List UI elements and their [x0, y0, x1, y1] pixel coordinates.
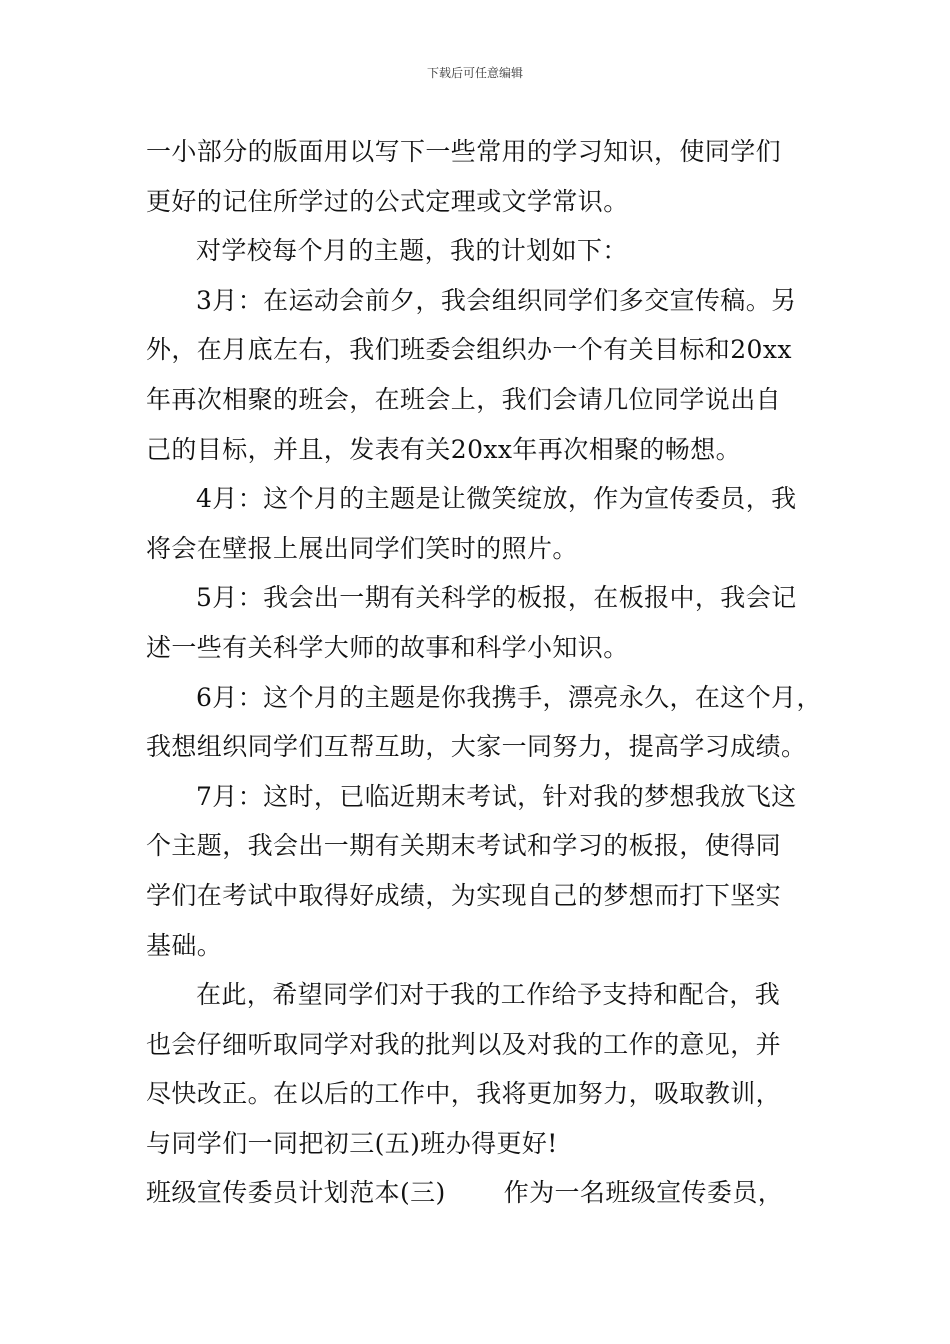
- text-line: 基础。: [146, 930, 223, 960]
- final-line: [146, 1168, 836, 1218]
- text-line: 个主题，我会出一期有关期末考试和学习的板报，使得同: [146, 831, 782, 861]
- section-text: 作为一名班级宣传委员，: [503, 1178, 784, 1208]
- paragraph-start: 6月：这个月的主题是你我携手，漂亮永久，在这个月，: [196, 682, 822, 712]
- text-line: 尽快改正。在以后的工作中，我将更加努力，吸取教训，: [146, 1079, 782, 1109]
- paragraph-start: 4月：这个月的主题是让微笑绽放，作为宣传委员，我: [196, 484, 797, 514]
- text-line: 学们在考试中取得好成绩，为实现自己的梦想而打下坚实: [146, 880, 782, 910]
- text-line: 也会仔细听取同学对我的批判以及对我的工作的意见，并: [146, 1029, 782, 1059]
- text-line: 述一些有关科学大师的故事和科学小知识。: [146, 632, 629, 662]
- section-heading: 班级宣传委员计划范本(三): [146, 1178, 446, 1208]
- text-line: 年再次相聚的班会，在班会上，我们会请几位同学说出自: [146, 384, 782, 414]
- text-line: 外，在月底左右，我们班委会组织办一个有关目标和20xx: [146, 335, 792, 365]
- text-line: 一小部分的版面用以写下一些常用的学习知识，使同学们: [146, 137, 782, 166]
- text-line: 己的目标，并且，发表有关20xx年再次相聚的畅想。: [146, 434, 742, 464]
- text-line: 我想组织同学们互帮互助，大家一同努力，提高学习成绩。: [146, 732, 807, 762]
- paragraph-start: 7月：这时，已临近期末考试，针对我的梦想我放飞这: [196, 781, 797, 811]
- paragraph-start: 5月：我会出一期有关科学的板报，在板报中，我会记: [196, 583, 797, 613]
- paragraph-start: 在此，希望同学们对于我的工作给予支持和配合，我: [196, 980, 781, 1010]
- document-body: [146, 127, 836, 1218]
- text-line: 将会在壁报上展出同学们笑时的照片。: [146, 533, 578, 563]
- text-line: 与同学们一同把初三(五)班办得更好!: [146, 1128, 558, 1158]
- page-header: 下载后可任意编辑: [426, 66, 523, 80]
- paragraph-start: 对学校每个月的主题，我的计划如下：: [196, 236, 628, 266]
- paragraph-start: 3月：在运动会前夕，我会组织同学们多交宣传稿。另: [196, 285, 797, 315]
- text-line: 更好的记住所学过的公式定理或文学常识。: [146, 186, 629, 216]
